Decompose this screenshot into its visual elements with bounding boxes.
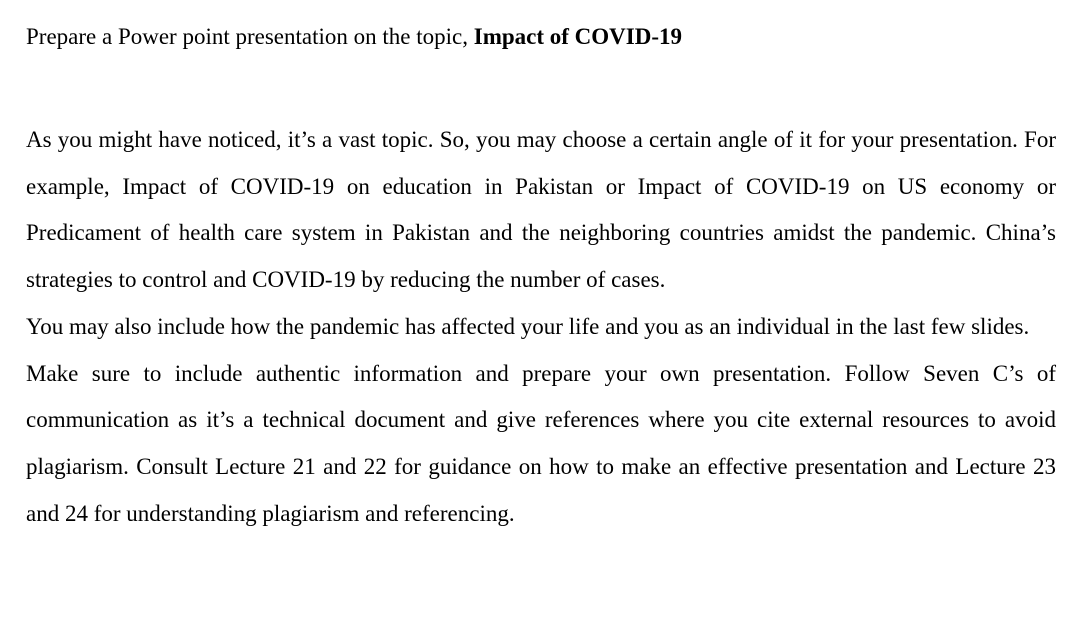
- assignment-body: [26, 117, 1056, 537]
- instruction-prefix: Prepare a Power point presentation on the topic,: [26, 24, 474, 49]
- assignment-instruction: [26, 22, 682, 52]
- topic-title: Impact of COVID-19: [473, 24, 683, 49]
- paragraph-guidelines: Make sure to include authentic information and prepare your own presentation. Follow Seven C’s of communication as it’s a technical document and give references where you cite external resources to avoid plagiarism. Consult Lecture 21 and 22 for guidance on how to make an effective presentation and Lecture 23 and 24 for understanding plagiarism and referencing.: [26, 360, 1056, 526]
- paragraph-topic-angle: As you might have noticed, it’s a vast topic. So, you may choose a certain angle of it for your presentation. For example, Impact of COVID-19 on education in Pakistan or Impact of COVID-19 on US economy or Predicament of health care system in Pakistan and the neighboring countries amidst the pandemic. China’s strategies to control and COVID-19 by reducing the number of cases.: [26, 127, 1056, 293]
- paragraph-personal-impact: You may also include how the pandemic has affected your life and you as an individual in the last few slides.: [26, 313, 1030, 339]
